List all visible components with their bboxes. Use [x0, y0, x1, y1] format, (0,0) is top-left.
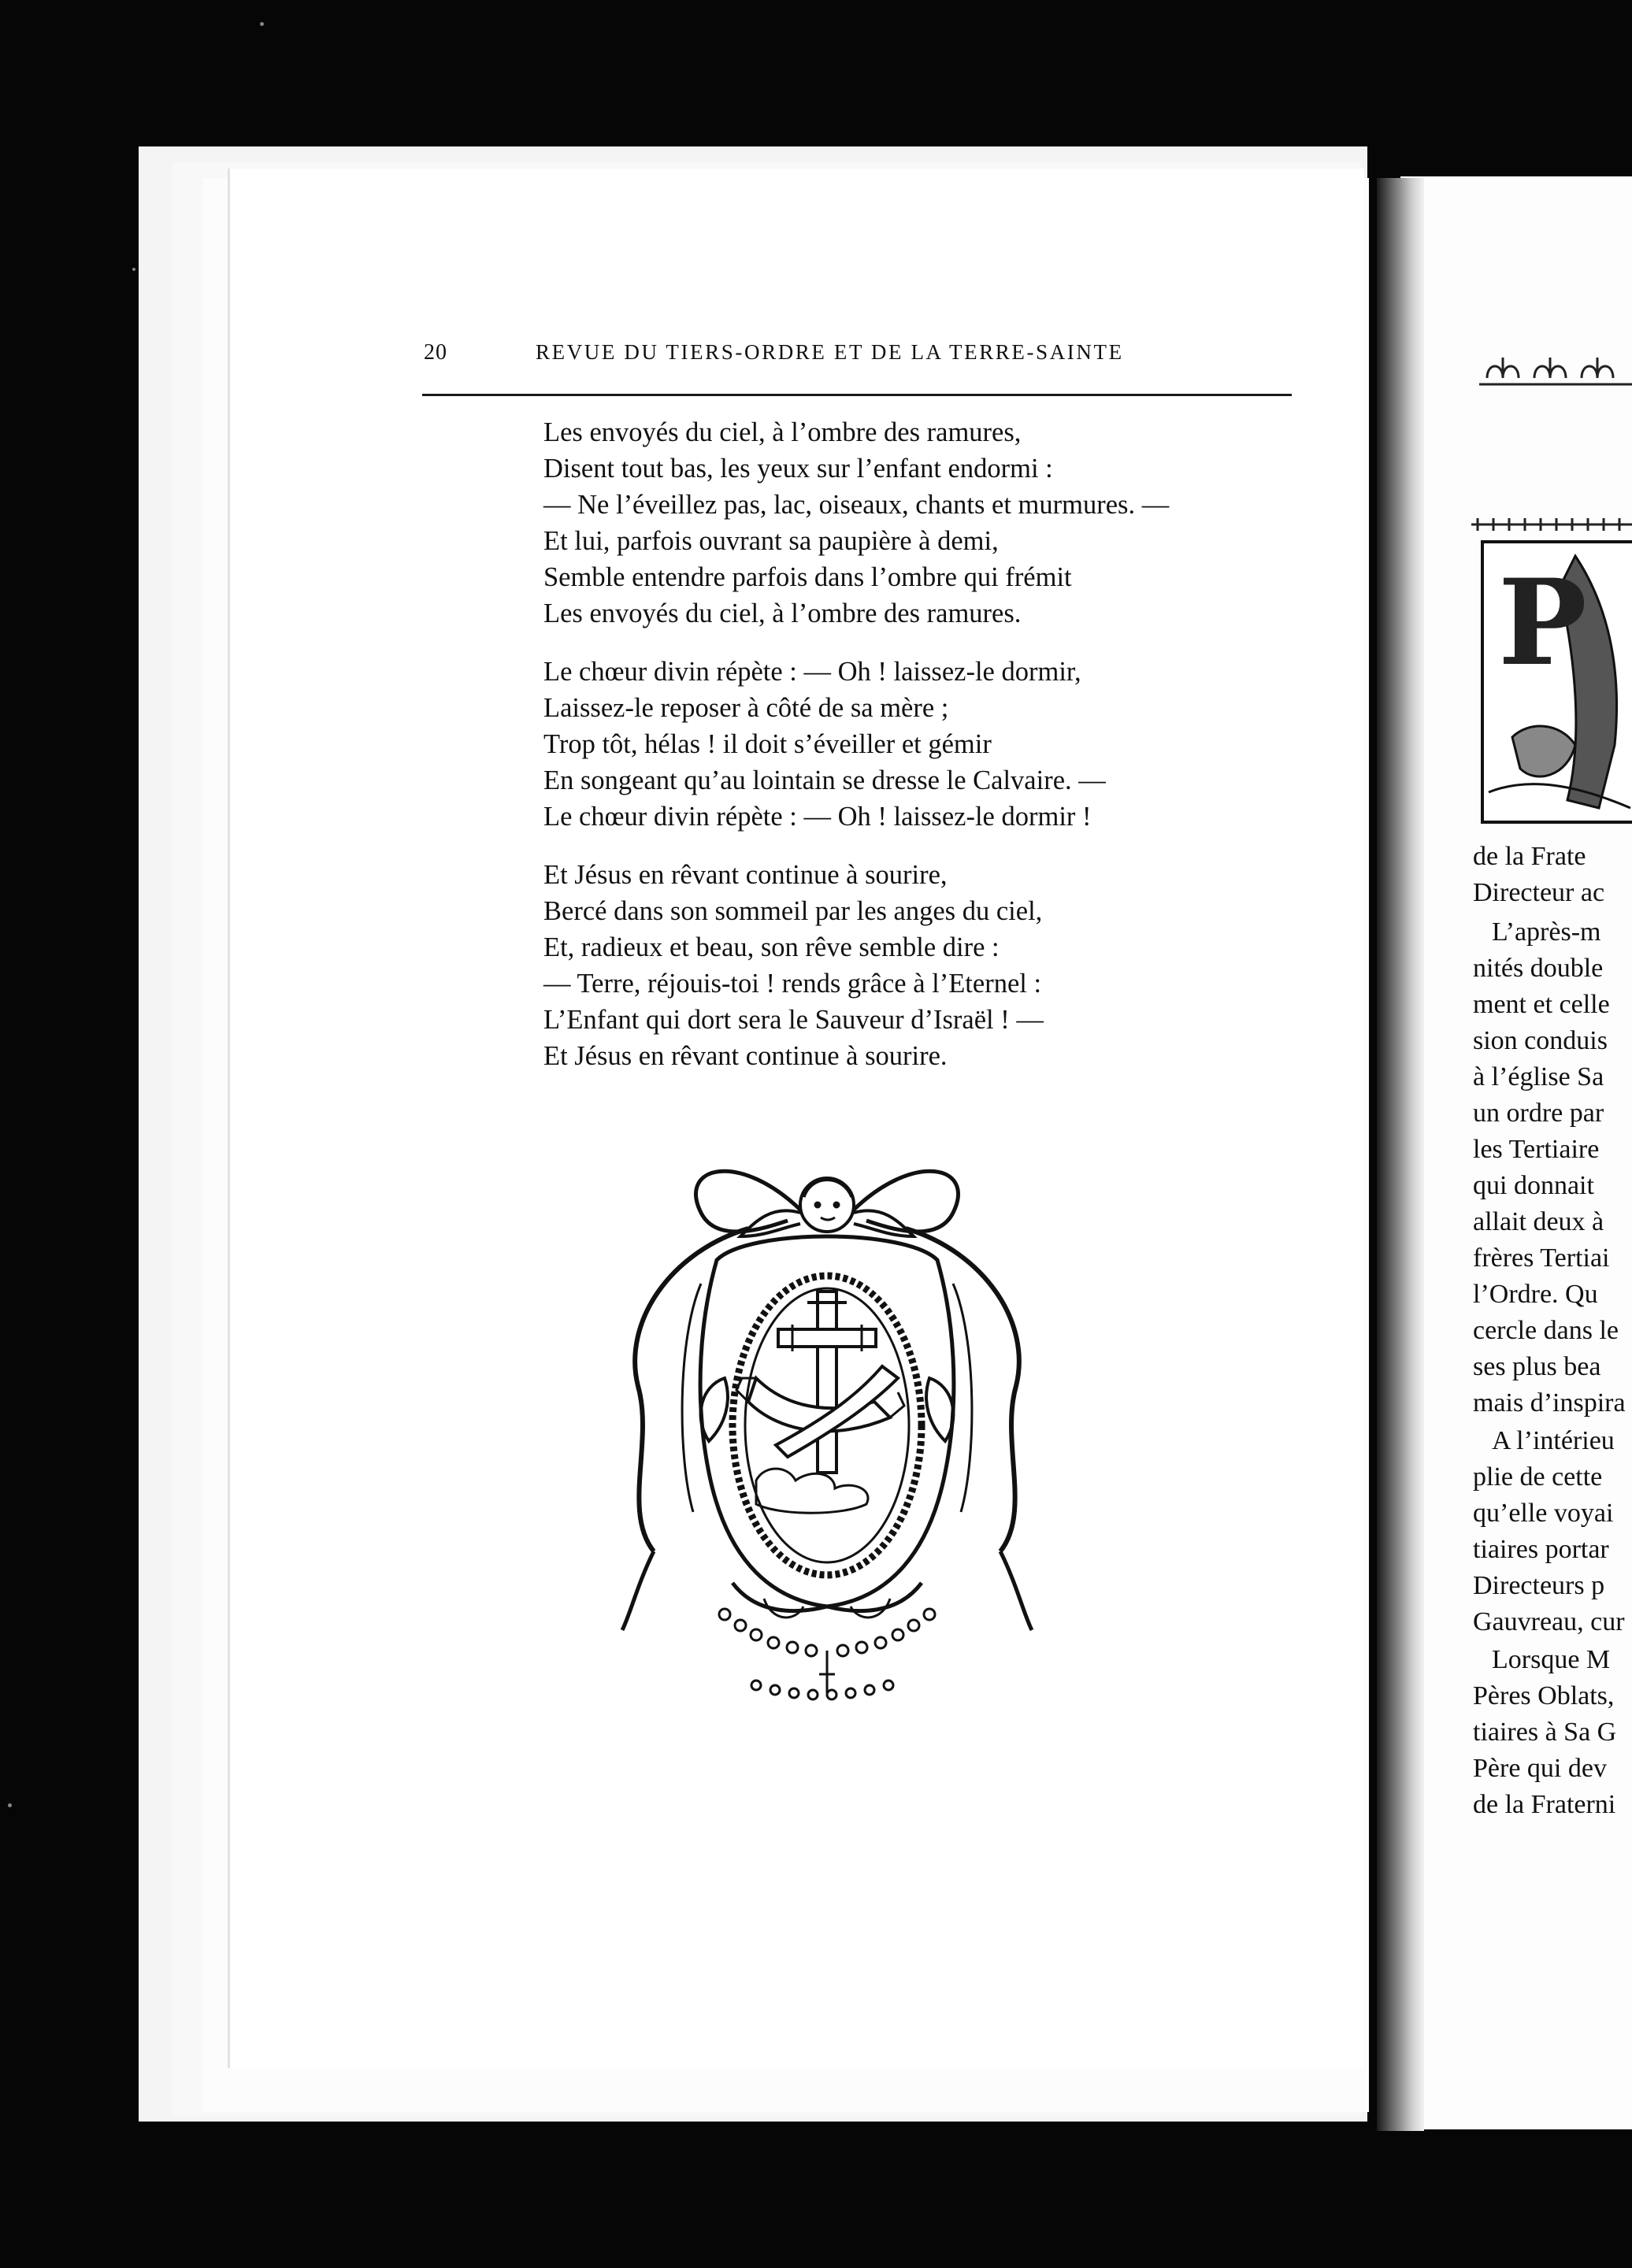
poem-line: En songeant qu’au lointain se dresse le Calvaire. —: [543, 765, 1106, 795]
running-title: REVUE DU TIERS-ORDRE ET DE LA TERRE-SAINTE: [536, 340, 1124, 364]
right-page-line: qui donnait: [1473, 1171, 1594, 1200]
decorated-dropcap: [1481, 540, 1632, 824]
right-page-line: à l’église Sa: [1473, 1062, 1604, 1091]
right-page-line: de la Frate: [1473, 842, 1586, 871]
right-page-line: A l’intérieu: [1492, 1426, 1615, 1455]
cross-border-ornament-icon: [1471, 517, 1632, 532]
right-page-line: tiaires à Sa G: [1473, 1718, 1617, 1747]
right-page-line: ment et celle: [1473, 990, 1610, 1019]
poem-line: L’Enfant qui dort sera le Sauveur d’Israël ! —: [543, 1005, 1044, 1035]
stanza-1: [543, 414, 1300, 632]
right-page-line: frères Tertiai: [1473, 1243, 1610, 1273]
right-page-line: nités double: [1473, 954, 1604, 983]
fleuron-ornament-icon: [1479, 346, 1632, 394]
franciscan-emblem-icon: [606, 1142, 1048, 1709]
right-page-line: sion conduis: [1473, 1026, 1608, 1055]
poem-line: Bercé dans son sommeil par les anges du ciel,: [543, 896, 1043, 926]
right-page-line: tiaires portar: [1473, 1535, 1609, 1564]
right-page-line: Lorsque M: [1492, 1645, 1611, 1674]
page-number: 20: [424, 340, 447, 365]
header-rule: [422, 394, 1292, 396]
dust-speck: [8, 1803, 12, 1807]
poem-line: Les envoyés du ciel, à l’ombre des ramures,: [543, 417, 1022, 447]
book-gutter-shadow: [1377, 178, 1424, 2131]
right-page-line: les Tertiaire: [1473, 1135, 1600, 1164]
right-page-line: allait deux à: [1473, 1207, 1604, 1236]
poem-line: Et Jésus en rêvant continue à sourire.: [543, 1041, 948, 1071]
right-page-line: l’Ordre. Qu: [1473, 1280, 1598, 1309]
right-page-line: Père qui dev: [1473, 1754, 1607, 1783]
poem-line: Et Jésus en rêvant continue à sourire,: [543, 860, 948, 890]
right-page-line: de la Fraterni: [1473, 1790, 1616, 1819]
poem-line: — Ne l’éveillez pas, lac, oiseaux, chants et murmures. —: [543, 490, 1170, 520]
right-page-line: un ordre par: [1473, 1099, 1604, 1128]
poem-line: Et lui, parfois ouvrant sa paupière à demi,: [543, 526, 999, 556]
poem-line: Le chœur divin répète : — Oh ! laissez-le dormir,: [543, 657, 1081, 687]
stanza-3: [543, 857, 1300, 1074]
right-page-line: ses plus bea: [1473, 1352, 1601, 1381]
poem-line: Et, radieux et beau, son rêve semble dire :: [543, 932, 1000, 962]
poem-line: Trop tôt, hélas ! il doit s’éveiller et gémir: [543, 729, 992, 759]
right-page-line: L’après-m: [1492, 917, 1601, 947]
right-page-line: Directeur ac: [1473, 878, 1605, 907]
poem-line: Semble entendre parfois dans l’ombre qui frémit: [543, 562, 1072, 592]
right-page-line: plie de cette: [1473, 1462, 1603, 1492]
right-page-line: Directeurs p: [1473, 1571, 1605, 1600]
poem: [543, 414, 1300, 1096]
right-page-line: Pères Oblats,: [1473, 1681, 1615, 1710]
poem-line: Le chœur divin répète : — Oh ! laissez-le dormir !: [543, 802, 1092, 832]
right-page-line: Gauvreau, cur: [1473, 1607, 1625, 1636]
stanza-2: [543, 654, 1300, 835]
dust-speck: [260, 22, 264, 26]
dropcap-letter: P: [1498, 554, 1587, 692]
right-page-line: mais d’inspira: [1473, 1388, 1626, 1418]
dust-speck: [132, 268, 135, 271]
poem-line: Les envoyés du ciel, à l’ombre des ramures.: [543, 598, 1022, 628]
poem-line: Laissez-le reposer à côté de sa mère ;: [543, 693, 949, 723]
poem-line: — Terre, réjouis-toi ! rends grâce à l’Eternel :: [543, 969, 1042, 999]
poem-line: Disent tout bas, les yeux sur l’enfant endormi :: [543, 454, 1053, 484]
right-page-line: cercle dans le: [1473, 1316, 1619, 1345]
right-page-line: qu’elle voyai: [1473, 1499, 1614, 1528]
